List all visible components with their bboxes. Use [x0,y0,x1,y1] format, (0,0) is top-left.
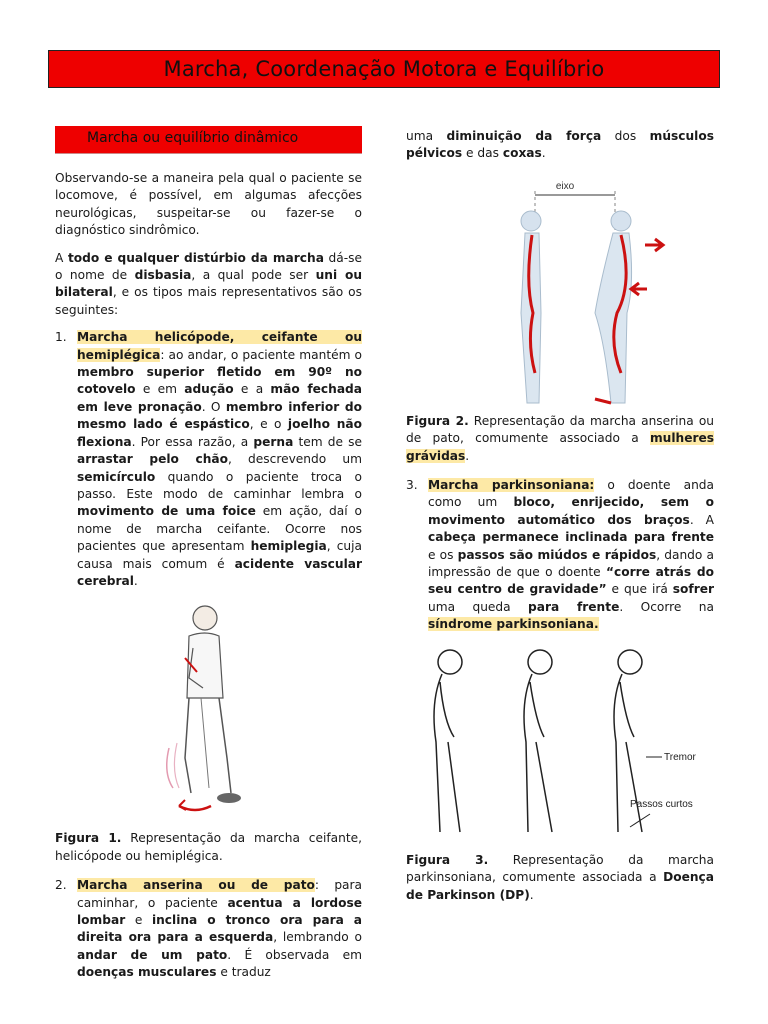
anserina-continuation: uma diminuição da força dos músculos pélvicos e das coxas. [406,129,714,161]
figure-2-caption: Figura 2. Representação da marcha anserina ou de pato, comumente associado a mulheres grávidas. [406,413,715,463]
tremor-label: Tremor [664,751,696,763]
list-item-anserina: 2. Marcha anserina ou de pato: para caminhar, o paciente acentua a lordose lombar e inclina o tronco ora para a direita ora para a esquerda, lembrando o andar de um pato. É observada em doenças musculares e traduz [55,878,363,980]
passos-curtos-label: Passos curtos [630,798,693,810]
figure-3-illustration [410,642,710,852]
section-heading: Marcha ou equilíbrio dinâmico [55,126,362,154]
figure-1-caption: Figura 1. Representação da marcha ceifante, helicópode ou hemiplégica. [55,831,362,863]
list-item-helicopode: 1. Marcha helicópode, ceifante ou hemiplégica: ao andar, o paciente mantém o membro superior fletido em 90º no cotovelo e em adução e a mão fechada em leve pronação. O membro inferior do mesmo lado é espástico, e o joelho não flexiona. Por essa razão, a perna tem de se arrastar pelo chão, descrevendo um semicírculo quando o paciente troca o passo. Este modo de caminhar lembra o movimento de uma foice em ação, daí o nome de marcha ceifante. Ocorre nos pacientes que apresentam hemiplegia, cuja causa mais comum é acidente vascular cerebral. [55,330,363,588]
figure-1-illustration [149,598,269,818]
axis-label: eixo [555,180,575,192]
right-column [406,128,714,916]
list-item-parkinsoniana: 3. Marcha parkinsoniana: o doente anda como um bloco, enrijecido, sem o movimento automático dos braços. A cabeça permanece inclinada para frente e os passos são miúdos e rápidos, dando a impressão de que o doente “corre atrás do seu centro de gravidade” e que irá sofrer uma queda para frente. Ocorre na síndrome parkinsoniana. [406,478,714,632]
page-title: Marcha, Coordenação Motora e Equilíbrio [163,57,605,81]
figure-2-illustration [435,173,685,413]
left-column [55,126,362,990]
page-title-banner [48,50,720,88]
intro-paragraph: Observando-se a maneira pela qual o paciente se locomove, é possível, em algumas afecções neurológicas, suspeitar-se ou fazer-se o diagnóstico sindrômico. [55,171,362,238]
figure-3-caption: Figura 3. Representação da marcha parkinsoniana, comumente associada a Doença de Parkinson (DP). [406,852,714,902]
disbasia-paragraph: A todo e qualquer distúrbio da marcha dá-se o nome de disbasia, a qual pode ser uni ou bilateral, e os tipos mais representativos são os seguintes: [55,250,362,317]
